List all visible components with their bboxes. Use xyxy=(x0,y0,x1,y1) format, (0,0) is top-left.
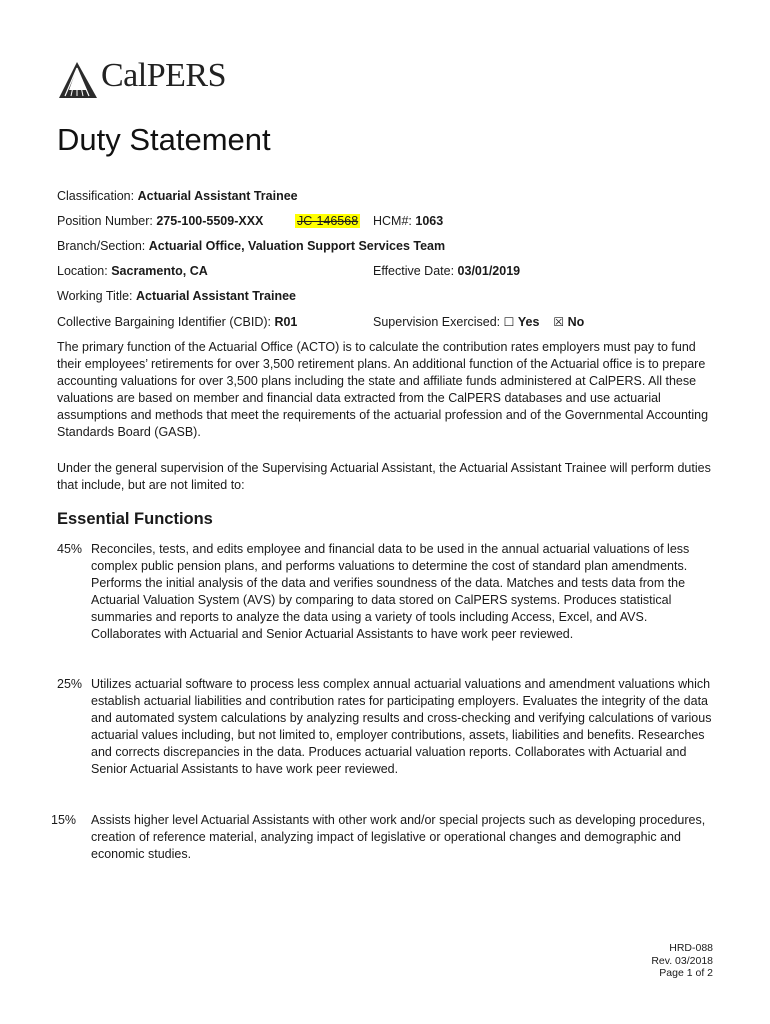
function-percent: 15% xyxy=(51,813,77,827)
classification-label: Classification: xyxy=(57,189,138,203)
function-percent: 45% xyxy=(57,542,83,556)
location-value: Sacramento, CA xyxy=(111,264,208,278)
supervision-no-checkbox[interactable]: ☒ xyxy=(553,315,565,329)
effective-date-field xyxy=(373,264,520,278)
branch-value: Actuarial Office, Valuation Support Services Team xyxy=(148,239,446,253)
effective-date-value: 03/01/2019 xyxy=(457,264,521,278)
supervision-no-label: No xyxy=(567,315,585,329)
hcm-field xyxy=(373,214,443,228)
function-percent: 25% xyxy=(57,677,83,691)
revision-date: Rev. 03/2018 xyxy=(651,954,713,967)
supervision-intro-paragraph: Under the general supervision of the Supervising Actuarial Assistant, the Actuarial Assistant Trainee will perform duties that include, but are not limited to: xyxy=(57,461,711,492)
function-description: Reconciles, tests, and edits employee and financial data to be used in the annual actuarial valuations of less complex public pension plans, and performs valuations to determine the cost of standard plan amendments. Performs the initial analysis of the data and verifies soundness of the data. Matches and tests data from the Actuarial Valuation System (AVS) by comparing to data stored on CalPERS systems. Produces statistical summaries and reports to analyze the data using a variety of tools including Access, Excel, and AVS. Collaborates with Actuarial and Senior Actuarial Assistants to have work peer reviewed. xyxy=(91,542,690,641)
branch-label: Branch/Section: xyxy=(57,239,149,253)
page-footer xyxy=(651,942,713,980)
supervision-label: Supervision Exercised: xyxy=(373,315,504,329)
classification-value: Actuarial Assistant Trainee xyxy=(137,189,298,203)
location-row xyxy=(57,264,208,278)
working-title-label: Working Title: xyxy=(57,289,136,303)
hcm-value: 1063 xyxy=(415,214,444,228)
hcm-label: HCM#: xyxy=(373,214,416,228)
working-title-value: Actuarial Assistant Trainee xyxy=(135,289,296,303)
position-number-label: Position Number: xyxy=(57,214,157,228)
function-description: Utilizes actuarial software to process less complex annual actuarial valuations and amendment valuations which establish actuarial liabilities and contribution rates for participating employers. Evaluates the integrity of the data and automated system calculations by analyzing results and cross-checking and verifying calculations of various actuarial values including, but not limited to, employer contributions, assets, liabilities and benefits. Researches and corrects discrepancies in the data. Produces actuarial valuation reports. Collaborates with Actuarial and Senior Actuarial Assistants to have work peer reviewed. xyxy=(91,677,712,776)
cbid-label: Collective Bargaining Identifier (CBID): xyxy=(57,315,275,329)
classification-row xyxy=(57,189,298,203)
position-number-row xyxy=(57,214,263,228)
supervision-field xyxy=(373,315,584,329)
form-number: HRD-088 xyxy=(669,942,713,954)
function-description: Assists higher level Actuarial Assistants with other work and/or special projects such as developing procedures, creation of reference material, analyzing impact of legislative or operational changes and demographic and economic studies. xyxy=(91,813,706,861)
logo-text: CalPERS xyxy=(101,57,226,94)
branch-row xyxy=(57,239,445,253)
page-number: Page 1 of 2 xyxy=(659,967,713,979)
cbid-row xyxy=(57,315,297,329)
page-title: Duty Statement xyxy=(57,122,271,157)
supervision-yes-label: Yes xyxy=(517,315,540,329)
essential-functions-heading: Essential Functions xyxy=(57,510,213,528)
cbid-value: R01 xyxy=(274,315,298,329)
mountain-triangle-icon xyxy=(57,60,99,100)
effective-date-label: Effective Date: xyxy=(373,264,458,278)
supervision-yes-checkbox[interactable]: ☐ xyxy=(503,315,515,329)
working-title-row xyxy=(57,289,296,303)
calpers-logo xyxy=(57,57,226,100)
position-number-value: 275-100-5509-XXX xyxy=(156,214,264,228)
jc-number: JC-146568 xyxy=(297,214,359,228)
location-label: Location: xyxy=(57,264,112,278)
primary-function-paragraph: The primary function of the Actuarial Office (ACTO) is to calculate the contribution rates employers must pay to fund their employees’ retirements for over 3,500 retirement plans. An additional function of the Actuarial office is to prepare accounting valuations for over 3,500 plans including the state and affiliate funds administered at CalPERS. All these valuations are based on member and financial data extracted from the CalPERS databases and use actuarial assumptions and methods that meet the requirements of the actuarial profession and of the Governmental Accounting Standards Board (GASB). xyxy=(57,340,709,439)
